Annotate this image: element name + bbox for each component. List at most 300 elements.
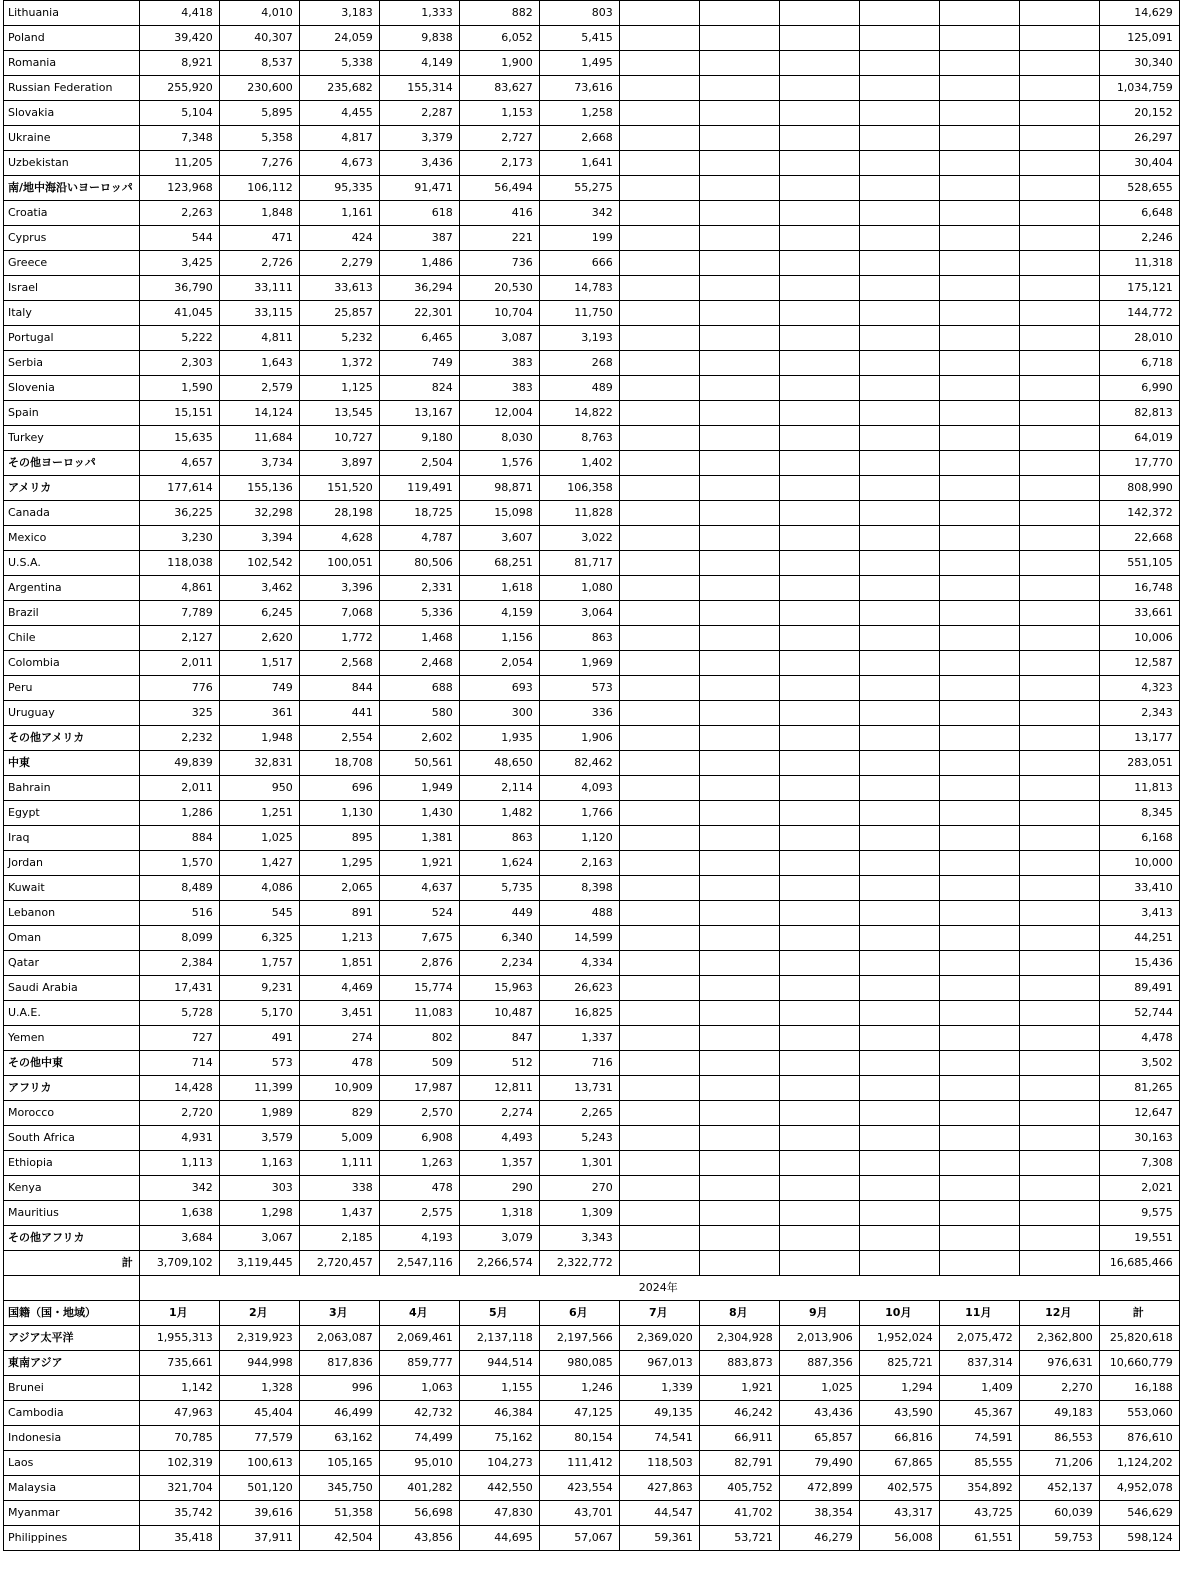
month-value: 509: [379, 1051, 459, 1076]
month-value: 1,309: [539, 1201, 619, 1226]
month-value: 3,396: [299, 576, 379, 601]
empty-cell: [1019, 101, 1099, 126]
month-value: 6,908: [379, 1126, 459, 1151]
month-value: 2,013,906: [779, 1326, 859, 1351]
month-value: 891: [299, 901, 379, 926]
row-total: 25,820,618: [1099, 1326, 1179, 1351]
month-value: 501,120: [219, 1476, 299, 1501]
month-value: 1,337: [539, 1026, 619, 1051]
empty-cell: [699, 626, 779, 651]
month-value: 43,317: [859, 1501, 939, 1526]
empty-cell: [619, 101, 699, 126]
empty-cell: [939, 1, 1019, 26]
row-total: 4,952,078: [1099, 1476, 1179, 1501]
table-row: [4, 251, 1180, 276]
table-row: [4, 201, 1180, 226]
empty-cell: [779, 201, 859, 226]
month-value: 1,025: [219, 826, 299, 851]
empty-cell: [619, 626, 699, 651]
country-name: Turkey: [4, 426, 140, 451]
empty-cell: [699, 1226, 779, 1251]
month-value: 2,570: [379, 1101, 459, 1126]
table-row: [4, 976, 1180, 1001]
month-value: 10,909: [299, 1076, 379, 1101]
month-value: 859,777: [379, 1351, 459, 1376]
empty-cell: [699, 476, 779, 501]
empty-cell: [619, 501, 699, 526]
month-value: 844: [299, 676, 379, 701]
empty-cell: [699, 851, 779, 876]
month-value: 4,817: [299, 126, 379, 151]
month-value: 405,752: [699, 1476, 779, 1501]
month-value: 46,384: [459, 1401, 539, 1426]
total-month-value: 2,720,457: [299, 1251, 379, 1276]
empty-cell: [699, 126, 779, 151]
empty-cell: [619, 826, 699, 851]
month-value: 1,402: [539, 451, 619, 476]
empty-cell: [699, 776, 779, 801]
empty-cell: [699, 301, 779, 326]
month-value: 1,381: [379, 826, 459, 851]
empty-cell: [1019, 776, 1099, 801]
month-value: 2,287: [379, 101, 459, 126]
row-total: 22,668: [1099, 526, 1179, 551]
empty-cell: [699, 426, 779, 451]
empty-cell: [859, 101, 939, 126]
empty-cell: [619, 176, 699, 201]
empty-cell: [779, 776, 859, 801]
empty-cell: [1019, 1151, 1099, 1176]
empty-cell: [1019, 51, 1099, 76]
month-value: 1,113: [139, 1151, 219, 1176]
month-value: 36,225: [139, 501, 219, 526]
empty-cell: [779, 751, 859, 776]
row-total: 9,575: [1099, 1201, 1179, 1226]
year-label: 2024年: [139, 1276, 1179, 1301]
table-row: [4, 26, 1180, 51]
country-name: Serbia: [4, 351, 140, 376]
month-value: 1,258: [539, 101, 619, 126]
column-header-month: 4月: [379, 1301, 459, 1326]
month-value: 155,136: [219, 476, 299, 501]
empty-cell: [699, 551, 779, 576]
row-total: 4,323: [1099, 676, 1179, 701]
empty-cell: [939, 776, 1019, 801]
month-value: 1,025: [779, 1376, 859, 1401]
month-value: 883,873: [699, 1351, 779, 1376]
month-value: 10,727: [299, 426, 379, 451]
empty-cell: [859, 576, 939, 601]
month-value: 1,482: [459, 801, 539, 826]
empty-cell: [779, 1076, 859, 1101]
empty-cell: [619, 76, 699, 101]
country-name: Indonesia: [4, 1426, 140, 1451]
column-header-name: 国籍（国・地域）: [4, 1301, 140, 1326]
month-value: 1,576: [459, 451, 539, 476]
month-value: 1,156: [459, 626, 539, 651]
empty-cell: [779, 101, 859, 126]
month-value: 1,251: [219, 801, 299, 826]
month-value: 2,054: [459, 651, 539, 676]
month-value: 976,631: [1019, 1351, 1099, 1376]
empty-cell: [779, 301, 859, 326]
empty-cell: [779, 726, 859, 751]
month-value: 776: [139, 676, 219, 701]
empty-cell: [939, 1051, 1019, 1076]
empty-cell: [699, 751, 779, 776]
month-value: 7,068: [299, 601, 379, 626]
empty-cell: [939, 26, 1019, 51]
empty-cell: [699, 101, 779, 126]
empty-cell: [939, 951, 1019, 976]
empty-cell: [859, 1076, 939, 1101]
month-value: 2,274: [459, 1101, 539, 1126]
table-row: [4, 476, 1180, 501]
empty-cell: [939, 251, 1019, 276]
month-value: 91,471: [379, 176, 459, 201]
month-value: 11,750: [539, 301, 619, 326]
month-value: 4,787: [379, 526, 459, 551]
table-row: [4, 801, 1180, 826]
empty-cell: [859, 151, 939, 176]
table-row: [4, 276, 1180, 301]
empty-cell: [779, 626, 859, 651]
empty-cell: [859, 926, 939, 951]
country-name: Mauritius: [4, 1201, 140, 1226]
month-value: 1,357: [459, 1151, 539, 1176]
month-value: 70,785: [139, 1426, 219, 1451]
empty-cell: [779, 1201, 859, 1226]
month-value: 618: [379, 201, 459, 226]
month-value: 39,420: [139, 26, 219, 51]
empty-cell: [1019, 1051, 1099, 1076]
month-value: 151,520: [299, 476, 379, 501]
table-row: [4, 1051, 1180, 1076]
table-row: [4, 1076, 1180, 1101]
month-value: 1,213: [299, 926, 379, 951]
empty-cell: [619, 901, 699, 926]
month-value: 6,340: [459, 926, 539, 951]
month-value: 7,675: [379, 926, 459, 951]
empty-cell: [779, 951, 859, 976]
country-name: Croatia: [4, 201, 140, 226]
month-value: 255,920: [139, 76, 219, 101]
country-name: Uzbekistan: [4, 151, 140, 176]
month-value: 4,093: [539, 776, 619, 801]
empty-cell: [619, 926, 699, 951]
month-value: 1,339: [619, 1376, 699, 1401]
month-value: 1,246: [539, 1376, 619, 1401]
month-value: 235,682: [299, 76, 379, 101]
empty-cell: [619, 476, 699, 501]
table-row: [4, 1326, 1180, 1351]
month-value: 2,075,472: [939, 1326, 1019, 1351]
month-value: 338: [299, 1176, 379, 1201]
month-value: 887,356: [779, 1351, 859, 1376]
empty-cell: [779, 1126, 859, 1151]
table-row: [4, 351, 1180, 376]
month-value: 268: [539, 351, 619, 376]
empty-cell: [859, 526, 939, 551]
month-value: 20,530: [459, 276, 539, 301]
month-value: 1,468: [379, 626, 459, 651]
month-value: 7,789: [139, 601, 219, 626]
month-value: 1,130: [299, 801, 379, 826]
empty-cell: [4, 1276, 140, 1301]
empty-cell: [779, 26, 859, 51]
month-value: 43,701: [539, 1501, 619, 1526]
total-month-value: 2,547,116: [379, 1251, 459, 1276]
month-value: 15,963: [459, 976, 539, 1001]
month-value: 2,263: [139, 201, 219, 226]
total-label: 計: [4, 1251, 140, 1276]
month-value: 5,232: [299, 326, 379, 351]
month-value: 1,641: [539, 151, 619, 176]
total-month-value: 2,322,772: [539, 1251, 619, 1276]
empty-cell: [1019, 501, 1099, 526]
empty-cell: [779, 1151, 859, 1176]
month-value: 2,575: [379, 1201, 459, 1226]
month-value: 17,431: [139, 976, 219, 1001]
month-value: 1,948: [219, 726, 299, 751]
empty-cell: [1019, 926, 1099, 951]
month-value: 95,335: [299, 176, 379, 201]
month-value: 716: [539, 1051, 619, 1076]
empty-cell: [1019, 376, 1099, 401]
month-value: 2,185: [299, 1226, 379, 1251]
month-value: 106,358: [539, 476, 619, 501]
month-value: 15,151: [139, 401, 219, 426]
month-value: 1,517: [219, 651, 299, 676]
empty-cell: [699, 1201, 779, 1226]
month-value: 65,857: [779, 1426, 859, 1451]
month-value: 45,404: [219, 1401, 299, 1426]
empty-cell: [939, 326, 1019, 351]
month-value: 37,911: [219, 1526, 299, 1551]
table-row: [4, 1526, 1180, 1551]
month-value: 86,553: [1019, 1426, 1099, 1451]
empty-cell: [699, 601, 779, 626]
row-total: 4,478: [1099, 1026, 1179, 1051]
year-row: [4, 1276, 1180, 1301]
month-value: 44,695: [459, 1526, 539, 1551]
month-value: 3,183: [299, 1, 379, 26]
empty-cell: [779, 351, 859, 376]
month-value: 100,613: [219, 1451, 299, 1476]
empty-cell: [619, 1076, 699, 1101]
month-value: 83,627: [459, 76, 539, 101]
month-value: 2,727: [459, 126, 539, 151]
empty-cell: [939, 1176, 1019, 1201]
month-value: 472,899: [779, 1476, 859, 1501]
month-value: 2,468: [379, 651, 459, 676]
month-value: 46,242: [699, 1401, 779, 1426]
table-row: [4, 701, 1180, 726]
empty-cell: [859, 126, 939, 151]
empty-cell: [1019, 351, 1099, 376]
month-value: 33,111: [219, 276, 299, 301]
empty-cell: [859, 726, 939, 751]
empty-cell: [1019, 651, 1099, 676]
month-value: 10,704: [459, 301, 539, 326]
row-total: 6,168: [1099, 826, 1179, 851]
month-value: 1,430: [379, 801, 459, 826]
month-value: 387: [379, 226, 459, 251]
month-value: 1,851: [299, 951, 379, 976]
empty-cell: [699, 1076, 779, 1101]
row-total: 16,748: [1099, 576, 1179, 601]
month-value: 1,848: [219, 201, 299, 226]
month-value: 57,067: [539, 1526, 619, 1551]
month-value: 3,451: [299, 1001, 379, 1026]
month-value: 3,064: [539, 601, 619, 626]
empty-cell: [939, 1101, 1019, 1126]
row-total: 44,251: [1099, 926, 1179, 951]
month-value: 18,725: [379, 501, 459, 526]
empty-cell: [1019, 1176, 1099, 1201]
empty-cell: [859, 851, 939, 876]
country-name: Myanmar: [4, 1501, 140, 1526]
month-value: 1,161: [299, 201, 379, 226]
empty-cell: [939, 376, 1019, 401]
empty-cell: [1019, 326, 1099, 351]
month-value: 2,127: [139, 626, 219, 651]
month-value: 44,547: [619, 1501, 699, 1526]
empty-cell: [939, 1076, 1019, 1101]
month-value: 825,721: [859, 1351, 939, 1376]
table-row: [4, 326, 1180, 351]
country-name: South Africa: [4, 1126, 140, 1151]
empty-cell: [1019, 1101, 1099, 1126]
empty-cell: [859, 1101, 939, 1126]
month-value: 49,135: [619, 1401, 699, 1426]
empty-cell: [779, 1251, 859, 1276]
month-value: 863: [459, 826, 539, 851]
row-total: 12,647: [1099, 1101, 1179, 1126]
empty-cell: [779, 901, 859, 926]
month-value: 884: [139, 826, 219, 851]
month-value: 1,949: [379, 776, 459, 801]
empty-cell: [619, 251, 699, 276]
month-value: 441: [299, 701, 379, 726]
month-value: 15,635: [139, 426, 219, 451]
month-value: 9,838: [379, 26, 459, 51]
empty-cell: [1019, 1201, 1099, 1226]
month-value: 5,170: [219, 1001, 299, 1026]
month-value: 2,726: [219, 251, 299, 276]
empty-cell: [859, 1, 939, 26]
month-value: 5,104: [139, 101, 219, 126]
empty-cell: [859, 51, 939, 76]
month-value: 53,721: [699, 1526, 779, 1551]
empty-cell: [779, 376, 859, 401]
month-value: 5,415: [539, 26, 619, 51]
row-total: 17,770: [1099, 451, 1179, 476]
month-value: 5,735: [459, 876, 539, 901]
month-value: 42,732: [379, 1401, 459, 1426]
month-value: 727: [139, 1026, 219, 1051]
country-name: Colombia: [4, 651, 140, 676]
month-value: 573: [219, 1051, 299, 1076]
empty-cell: [619, 876, 699, 901]
month-value: 75,162: [459, 1426, 539, 1451]
empty-cell: [1019, 151, 1099, 176]
empty-cell: [939, 726, 1019, 751]
month-value: 693: [459, 676, 539, 701]
month-value: 47,830: [459, 1501, 539, 1526]
empty-cell: [699, 876, 779, 901]
month-value: 580: [379, 701, 459, 726]
row-total: 30,163: [1099, 1126, 1179, 1151]
month-value: 401,282: [379, 1476, 459, 1501]
table-row: [4, 501, 1180, 526]
month-value: 46,279: [779, 1526, 859, 1551]
empty-cell: [699, 976, 779, 1001]
month-value: 274: [299, 1026, 379, 1051]
empty-cell: [1019, 976, 1099, 1001]
month-value: 5,338: [299, 51, 379, 76]
month-value: 56,008: [859, 1526, 939, 1551]
row-total: 553,060: [1099, 1401, 1179, 1426]
country-name: Mexico: [4, 526, 140, 551]
empty-cell: [939, 801, 1019, 826]
month-value: 2,579: [219, 376, 299, 401]
empty-cell: [619, 226, 699, 251]
country-name: アフリカ: [4, 1076, 140, 1101]
empty-cell: [619, 576, 699, 601]
month-value: 300: [459, 701, 539, 726]
month-value: 177,614: [139, 476, 219, 501]
row-total: 1,034,759: [1099, 76, 1179, 101]
empty-cell: [939, 426, 1019, 451]
month-value: 4,086: [219, 876, 299, 901]
month-value: 1,142: [139, 1376, 219, 1401]
table-row: [4, 1201, 1180, 1226]
country-name: その他中東: [4, 1051, 140, 1076]
country-name: Spain: [4, 401, 140, 426]
month-value: 516: [139, 901, 219, 926]
empty-cell: [1019, 1126, 1099, 1151]
empty-cell: [859, 1126, 939, 1151]
empty-cell: [859, 476, 939, 501]
month-value: 1,427: [219, 851, 299, 876]
month-value: 2,303: [139, 351, 219, 376]
empty-cell: [939, 926, 1019, 951]
column-header-month: 5月: [459, 1301, 539, 1326]
empty-cell: [619, 1226, 699, 1251]
month-value: 803: [539, 1, 619, 26]
total-month-value: 2,266,574: [459, 1251, 539, 1276]
row-total: 546,629: [1099, 1501, 1179, 1526]
row-total: 14,629: [1099, 1, 1179, 26]
empty-cell: [859, 26, 939, 51]
month-value: 714: [139, 1051, 219, 1076]
month-value: 573: [539, 676, 619, 701]
empty-cell: [699, 201, 779, 226]
month-value: 2,279: [299, 251, 379, 276]
month-value: 1,624: [459, 851, 539, 876]
empty-cell: [1019, 826, 1099, 851]
empty-cell: [619, 401, 699, 426]
empty-cell: [619, 1026, 699, 1051]
table-row: [4, 301, 1180, 326]
month-value: 32,298: [219, 501, 299, 526]
month-value: 45,367: [939, 1401, 1019, 1426]
row-total: 33,410: [1099, 876, 1179, 901]
empty-cell: [619, 451, 699, 476]
month-value: 12,004: [459, 401, 539, 426]
empty-cell: [699, 501, 779, 526]
